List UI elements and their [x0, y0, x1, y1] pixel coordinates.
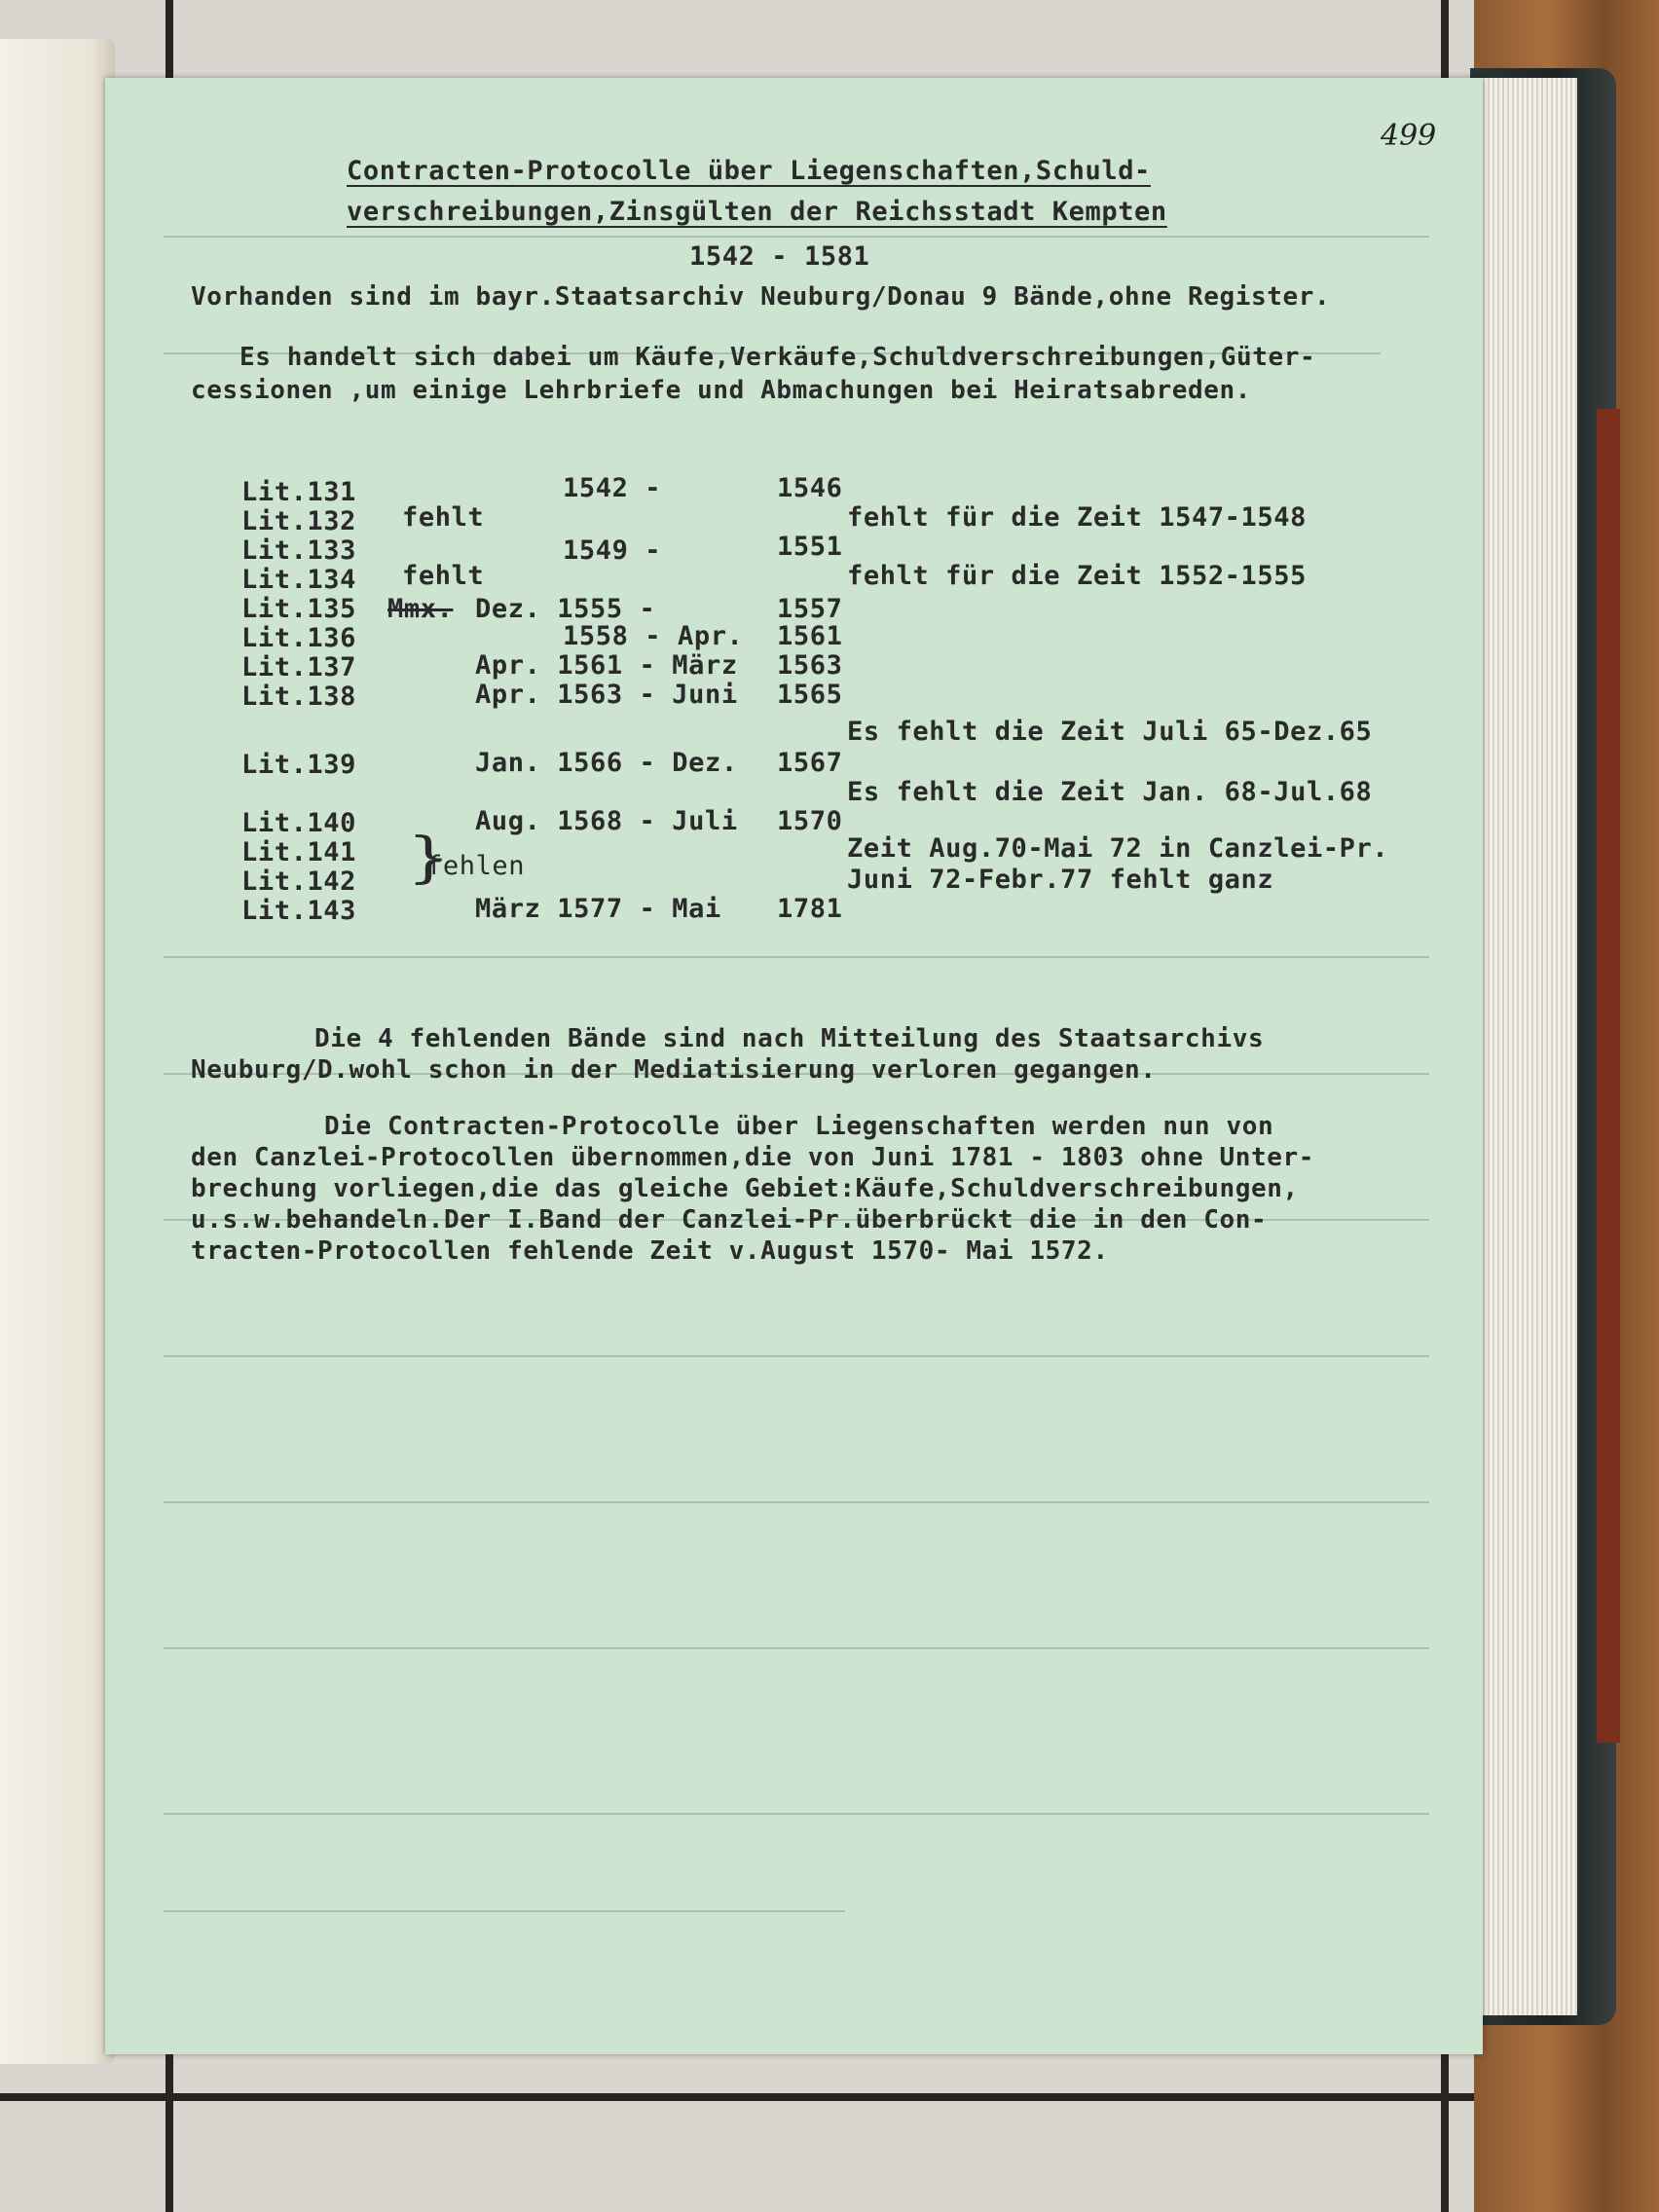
table-row-note: Es fehlt die Zeit Jan. 68-Jul.68	[847, 777, 1373, 807]
table-row-note: Es fehlt die Zeit Juli 65-Dez.65	[847, 717, 1373, 747]
table-row-lit: Lit.132	[241, 506, 356, 536]
table-row-note: fehlt für die Zeit 1547-1548	[847, 502, 1307, 533]
table-row-from: Apr. 1563 - Juni	[475, 680, 738, 710]
table-row-to: 1546	[777, 473, 843, 503]
table-row-from: 1549 -	[563, 535, 662, 566]
table-row-lit: Lit.133	[241, 535, 356, 566]
table-row-from: Apr. 1561 - März	[475, 650, 738, 681]
table-row-status: fehlen	[426, 851, 526, 881]
table-row-to: 1567	[777, 748, 843, 778]
book-spine-label	[1597, 409, 1620, 1743]
tile-grout	[0, 2093, 1519, 2101]
table-row-lit: Lit.143	[241, 896, 356, 926]
table-row-lit: Lit.141	[241, 837, 356, 867]
paragraph-2-line-4: u.s.w.behandeln.Der I.Band der Canzlei-Pr.überbrückt die in den Con-	[191, 1205, 1268, 1235]
paragraph-2-line-3: brechung vorliegen,die das gleiche Gebiet:Käufe,Schuldverschreibungen,	[191, 1174, 1299, 1203]
table-row-to: 1563	[777, 650, 843, 681]
paragraph-2-line-5: tracten-Protocollen fehlende Zeit v.August 1570- Mai 1572.	[191, 1236, 1109, 1266]
table-row-from: Jan. 1566 - Dez.	[475, 748, 738, 778]
paragraph-2-line-2: den Canzlei-Protocollen übernommen,die von Juni 1781 - 1803 ohne Unter-	[191, 1143, 1314, 1172]
table-row-to: 1551	[777, 532, 843, 562]
paragraph-1-line-1: Die 4 fehlenden Bände sind nach Mitteilung des Staatsarchivs	[314, 1024, 1265, 1053]
availability-line: Vorhanden sind im bayr.Staatsarchiv Neuburg/Donau 9 Bände,ohne Register.	[191, 282, 1331, 312]
table-row-to: 1781	[777, 894, 843, 924]
table-row-lit: Lit.131	[241, 477, 356, 507]
page-number: 499	[1381, 119, 1437, 153]
title-line-1: Contracten-Protocolle über Liegenschaften,Schuld-	[347, 156, 1151, 186]
title-years: 1542 - 1581	[689, 241, 870, 272]
table-row-lit: Lit.140	[241, 808, 356, 838]
facing-page	[0, 39, 115, 2064]
table-row-note: Juni 72-Febr.77 fehlt ganz	[847, 865, 1274, 895]
table-row-lit: Lit.137	[241, 652, 356, 682]
table-row-note: fehlt für die Zeit 1552-1555	[847, 561, 1307, 591]
brace-symbol: }	[407, 826, 451, 890]
table-row-note: Zeit Aug.70-Mai 72 in Canzlei-Pr.	[847, 833, 1389, 864]
table-row-lit: Lit.136	[241, 623, 356, 653]
table-row-lit: Lit.138	[241, 682, 356, 712]
paragraph-1-line-2: Neuburg/D.wohl schon in der Mediatisierung verloren gegangen.	[191, 1055, 1157, 1085]
table-row-from: Dez. 1555 -	[475, 594, 656, 624]
table-row-from: März 1577 - Mai	[475, 894, 721, 924]
table-row-lit: Lit.142	[241, 866, 356, 897]
table-row-to: 1570	[777, 806, 843, 836]
table-row-status: fehlt	[402, 502, 485, 533]
table-row-to: 1557	[777, 594, 843, 624]
document-page	[105, 78, 1483, 2054]
table-row-to: 1565	[777, 680, 843, 710]
table-row-from: Aug. 1568 - Juli	[475, 806, 738, 836]
table-row-from: 1542 -	[563, 473, 662, 503]
paragraph-2-line-1: Die Contracten-Protocolle über Liegenschaften werden nun von	[324, 1112, 1274, 1141]
table-row-from: 1558 - Apr.	[563, 621, 744, 651]
table-row-lit: Lit.134	[241, 565, 356, 595]
intro-line-2: cessionen ,um einige Lehrbriefe und Abmachungen bei Heiratsabreden.	[191, 376, 1251, 405]
title-line-2: verschreibungen,Zinsgülten der Reichsstadt Kempten	[347, 197, 1167, 227]
intro-line-1: Es handelt sich dabei um Käufe,Verkäufe,Schuldverschreibungen,Güter-	[240, 343, 1316, 372]
table-row-lit: Lit.139	[241, 750, 356, 780]
table-row-to: 1561	[777, 621, 843, 651]
table-row-status: fehlt	[402, 561, 485, 591]
table-row-lit: Lit.135	[241, 594, 356, 624]
strike-mark: Mmx.	[387, 594, 454, 624]
